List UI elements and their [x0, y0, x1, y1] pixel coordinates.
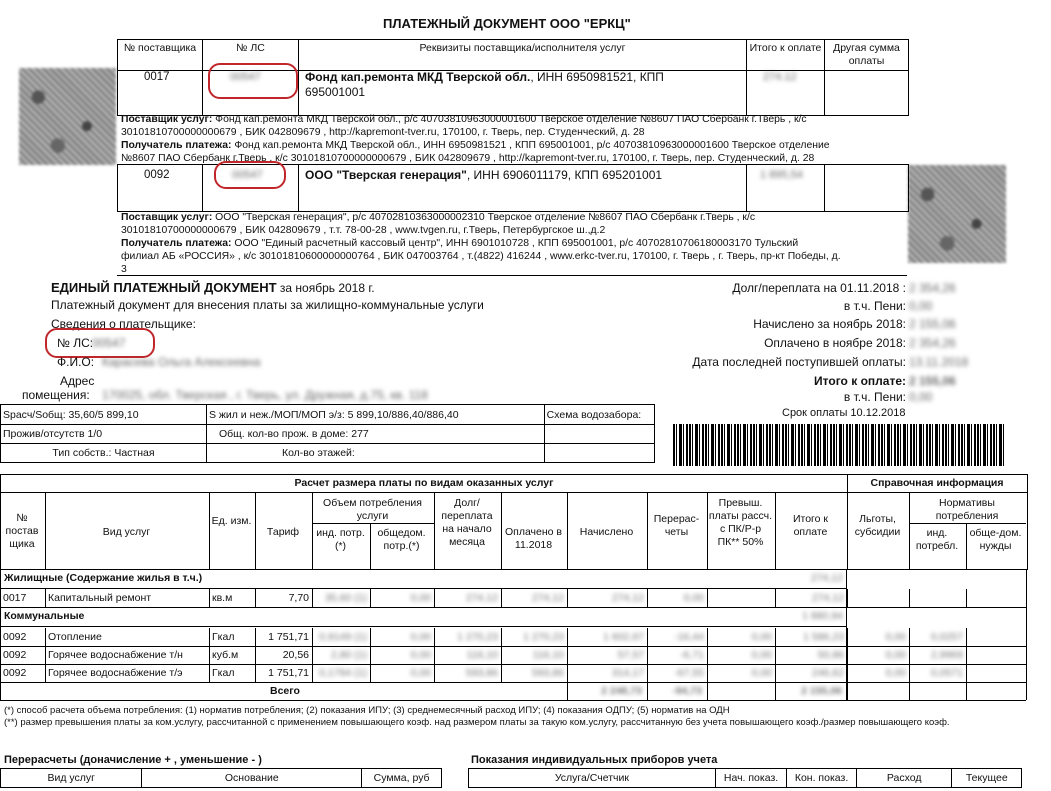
calc-cell-common: 0,00: [410, 631, 431, 643]
grid-line: [255, 628, 256, 646]
grid-line: [45, 492, 46, 569]
group-housing-total: 274,12: [810, 572, 843, 584]
water-cell: Схема водозабора:: [544, 405, 654, 425]
grid-line: [707, 628, 708, 646]
grid-line: [45, 589, 46, 607]
paid-value: 2 354,26: [909, 336, 956, 350]
calc-cell-paid: 1 270,23: [523, 631, 564, 643]
address-value: 170025, обл. Тверская , г. Тверь, ул. Дружная, д.75, кв. 118: [102, 388, 428, 402]
col-supplier-no: № постав щика: [5, 512, 39, 550]
total-charged: 2 248,73: [601, 685, 642, 697]
grid-line: [45, 664, 46, 682]
supplier-name: ООО "Тверская генерация", ИНН 6906011179, КПП 695201001: [305, 168, 663, 182]
meters-col-current: Текущее: [952, 769, 1022, 788]
grid-line: [567, 492, 568, 569]
grid-line: [0, 588, 846, 589]
grid-line: [434, 646, 435, 664]
calc-cell-exceed: 0,00: [751, 631, 772, 643]
grid-line: [775, 628, 776, 646]
calc-cell-tariff: 7,70: [288, 592, 309, 604]
grid-line: [966, 682, 967, 700]
supplier-total: 1 895,54: [760, 169, 803, 181]
grid-line: [501, 628, 502, 646]
recalc-title: Перерасчеты (доначисление + , уменьшение - ): [4, 754, 262, 766]
col-service: Вид услуг: [102, 526, 151, 538]
qr-code-icon: [19, 68, 116, 165]
grid-line: [775, 664, 776, 682]
grid-line: [255, 664, 256, 682]
provider-details-line: 30101810700000000679 , БИК 042809679 , http://kapremont-tver.ru, 170100, г. Тверь, пер. Студенческий, д. 28: [121, 127, 645, 138]
grid-line: [209, 628, 210, 646]
ownership-cell: Тип собств.: Частная: [1, 444, 207, 463]
grid-line: [846, 570, 847, 700]
highlight-circle: [45, 328, 155, 358]
grid-line: [847, 589, 848, 607]
debt-label: Долг/переплата на 01.11.2018 :: [732, 281, 906, 295]
calc-cell-tariff: 1 751,71: [268, 667, 309, 679]
calc-cell-common: 0,00: [410, 649, 431, 661]
supplier-no: 0092: [144, 169, 170, 181]
grid-line: [1026, 570, 1027, 700]
highlight-circle: [214, 161, 286, 189]
supplier-name: Фонд кап.ремонта МКД Тверской обл., ИНН 6950981521, КПП: [305, 70, 664, 84]
calc-cell-exceed: 0,00: [751, 649, 772, 661]
col-charged: Начислено: [579, 526, 634, 538]
calc-cell-benefit: 0,00: [885, 649, 906, 661]
property-info-table: [0, 404, 655, 463]
grid-line: [909, 682, 910, 700]
grid-line: [775, 646, 776, 664]
grid-line: [909, 664, 910, 682]
calc-cell-total: 274,12: [811, 592, 844, 604]
calc-cell-tariff: 20,56: [282, 649, 309, 661]
total-sum: 2 155,06: [801, 685, 842, 697]
col-recalc: Перерас- четы: [653, 513, 700, 538]
penalty-value: 0,00: [909, 390, 933, 404]
grid-line: [966, 589, 967, 607]
calc-cell-debt: 116,10: [466, 649, 498, 661]
area-cell: Sрасч/Sобщ: 35,60/5 899,10: [1, 405, 207, 425]
col-total: Итого к оплате: [749, 42, 822, 54]
calc-cell-common: 0,00: [410, 592, 431, 604]
calc-cell-common: 0,00: [410, 667, 431, 679]
ls-value: 00547: [92, 336, 126, 350]
grid-line: [847, 492, 848, 569]
col-paid: Оплачено в 11.2018: [504, 526, 563, 551]
document-title: ПЛАТЕЖНЫЙ ДОКУМЕНТ ООО "ЕРКЦ": [383, 16, 631, 31]
grid-line: [567, 646, 568, 664]
grid-line: [45, 628, 46, 646]
calc-cell-tariff: 1 751,71: [268, 631, 309, 643]
grid-line: [647, 492, 648, 569]
calc-header: [0, 474, 1028, 493]
unified-subtitle: Платежный документ для внесения платы за жилищно-коммунальные услуги: [51, 298, 484, 312]
calc-cell-norm_ind: 2,9969: [930, 649, 963, 661]
grid-line: [647, 664, 648, 682]
calc-cell-ind: 35,60 (1): [324, 592, 367, 604]
calc-cell-charged: 1 602,67: [603, 631, 644, 643]
payee-details: Получатель платежа: ООО "Единый расчетный кассовый центр", ИНН 6901010728 , КПП 695001001, р/с 40702810706180003170 Тульский: [121, 238, 799, 249]
footnote: (*) способ расчета объема потребления: (1) норматив потребления; (2) показания ИПУ; (3) среднемесячный расход ИПУ; (4) показания ОДПУ; (5) норматив на ОДН: [4, 705, 730, 716]
grid-line: [501, 664, 502, 682]
grid-line: [847, 646, 848, 664]
divider: [117, 275, 907, 276]
grid-line: [312, 664, 313, 682]
grid-line: [255, 492, 256, 569]
grid-line: [312, 646, 313, 664]
calc-cell-no: 0017: [3, 592, 27, 604]
meters-col-end: Кон. показ.: [787, 769, 857, 788]
meters-col-start: Нач. показ.: [715, 769, 787, 788]
grid-line: [255, 589, 256, 607]
col-benefits: Льготы, субсидии: [854, 513, 901, 538]
grid-line: [255, 646, 256, 664]
s-cell: S жил и неж./МОП/МОП э/з: 5 899,10/886,40/886,40: [206, 405, 544, 425]
account-number: 00547: [232, 169, 263, 181]
recalc-col-service: Вид услуг: [1, 769, 142, 788]
grid-line: [909, 492, 910, 569]
grid-line: [909, 523, 1026, 524]
grid-line: [0, 607, 1026, 608]
grid-line: [312, 628, 313, 646]
calc-cell-total: 1 586,23: [803, 631, 844, 643]
calc-cell-unit: Гкал: [212, 631, 235, 643]
grid-line: [966, 628, 967, 646]
grid-line: [501, 492, 502, 569]
calc-cell-charged: 57,57: [617, 649, 644, 661]
floors-cell: Кол-во этажей:: [206, 444, 544, 463]
calc-cell-paid: 116,10: [532, 649, 564, 661]
due-date: Срок оплаты 10.12.2018: [782, 407, 906, 419]
grid-line: [847, 682, 848, 700]
grid-line: [567, 589, 568, 607]
calc-cell-service: Горячее водоснабжение т/н: [48, 649, 183, 661]
highlight-circle: [208, 63, 298, 99]
grid-line: [434, 628, 435, 646]
recalc-table: [0, 768, 442, 788]
calc-cell-unit: кв.м: [212, 592, 233, 604]
charged-value: 2 155,06: [909, 317, 956, 331]
paid-label: Оплачено в ноябре 2018:: [764, 336, 906, 350]
grid-line: [966, 646, 967, 664]
grid-line: [567, 682, 568, 700]
provider-details: Поставщик услуг: Фонд кап.ремонта МКД Тверской обл., р/с 40703810963000001600 Тверское отделение №8607 ПАО Сбербанк г.Тверь , к/с: [121, 114, 807, 125]
debt-value: 2 354,26: [909, 281, 956, 295]
fio-label: Ф.И.О:: [57, 355, 95, 369]
grid-line: [775, 492, 776, 569]
calc-cell-total: 246,62: [811, 667, 844, 679]
payee-details-line: 3: [121, 264, 127, 275]
group-communal-total: 1 880,94: [802, 610, 843, 622]
grid-line: [0, 700, 1026, 701]
address-label: помещения:: [22, 388, 90, 402]
grid-line: [209, 492, 210, 569]
calc-cell-debt: 274,12: [465, 592, 498, 604]
group-communal: Коммунальные: [4, 610, 85, 622]
grid-line: [434, 664, 435, 682]
grid-line: [312, 492, 313, 569]
col-vol-common: общедом. потр.(*): [377, 527, 426, 552]
total-label: Итого к оплате:: [814, 374, 906, 388]
col-debt: Долг/ переплата на начало месяца: [441, 497, 493, 548]
col-norms: Нормативы потребления: [935, 497, 999, 522]
grid-line: [707, 492, 708, 569]
grid-line: [775, 682, 776, 700]
grid-line: [370, 646, 371, 664]
grid-line: [647, 682, 648, 700]
col-tariff: Тариф: [266, 526, 300, 538]
qr-code-icon: [908, 165, 1006, 263]
total-recalc: -94,73: [672, 685, 702, 697]
calc-cell-service: Капитальный ремонт: [48, 592, 152, 604]
grid-line: [775, 589, 776, 607]
payee-details-line: филиал АБ «РОССИЯ» , к/с 30101810600000000764 , БИК 047003764 , т.(4822) 416244 , www.erkc-tver.ru, 170100, г. Тверь , г. Тверь, пр-кт Победы, д.: [121, 251, 841, 262]
account-number: 00547: [230, 71, 261, 83]
calc-cell-total: 50,86: [817, 649, 844, 661]
grid-line: [707, 682, 708, 700]
total-value: 2 155,06: [909, 374, 956, 388]
grid-line: [370, 589, 371, 607]
calc-cell-charged: 274,12: [611, 592, 644, 604]
col-details: Реквизиты поставщика/исполнителя услуг: [419, 42, 626, 54]
grid-line: [209, 664, 210, 682]
group-housing: Жилищные (Содержание жилья в т.ч.): [4, 572, 203, 584]
supplier-kpp: 695001001: [305, 85, 366, 99]
grid-line: [707, 646, 708, 664]
col-volume: Объем потребления услуги: [323, 497, 422, 522]
calc-cell-recalc: -67,55: [674, 667, 704, 679]
grid-line: [501, 646, 502, 664]
fio-value: Карасева Ольга Алексеевна: [102, 355, 261, 369]
calc-cell-norm_ind: 0,0257: [930, 631, 963, 643]
grid-line: [909, 589, 910, 607]
charged-label: Начислено за ноябрь 2018:: [753, 317, 906, 331]
provider-details-line: 30101810700000000679 , БИК 042809679 , т.т. 78-00-28 , www.tvgen.ru, г.Тверь, Петербургское ш.,д.2: [121, 225, 606, 236]
ref-title: Справочная информация: [870, 477, 1004, 489]
payer-info-label: Сведения о плательщике:: [51, 317, 196, 331]
penalty-value: 0,00: [909, 299, 933, 313]
barcode-icon: [673, 424, 1005, 466]
grid-line: [209, 646, 210, 664]
recalc-col-sum: Сумма, руб: [362, 769, 442, 788]
col-exceed: Превыш. платы рассч. с ПК/Р-р ПК** 50%: [708, 497, 773, 548]
payee-details-line: №8607 ПАО Сбербанк г.Тверь , к/с 30101810700000000679 , БИК 042809679 , http://kapremont-tver.ru, 170100, г. Тверь, пер. Студенческий, д. 28: [121, 153, 815, 164]
provider-details: Поставщик услуг: ООО "Тверская генерация", р/с 40702810363000002310 Тверское отделение №8607 ПАО Сбербанк г.Тверь , к/с: [121, 212, 756, 223]
grid-line: [647, 628, 648, 646]
col-norm-common: обще-дом. нужды: [969, 527, 1022, 552]
grid-line: [909, 628, 910, 646]
ls-label: № ЛС:: [57, 336, 94, 350]
calc-cell-unit: куб.м: [212, 649, 239, 661]
calc-cell-benefit: 0,00: [885, 667, 906, 679]
grid-line: [209, 589, 210, 607]
col-ls: № ЛС: [236, 42, 265, 54]
grid-line: [847, 664, 848, 682]
col-vol-ind: инд. потр.(*): [316, 527, 365, 552]
grid-line: [312, 589, 313, 607]
calc-cell-ind: 2,80 (1): [330, 649, 367, 661]
calc-cell-paid: 593,86: [531, 667, 564, 679]
calc-cell-service: Отопление: [48, 631, 102, 643]
calc-cell-debt: 593,86: [465, 667, 498, 679]
calc-title: Расчет размера платы по видам оказанных услуг: [294, 477, 554, 489]
last-payment-value: 13.11.2018: [909, 355, 969, 369]
residents-cell: Прожив/отсутств 1/0: [1, 425, 207, 444]
calc-cell-recalc: 0,00: [683, 592, 704, 604]
calc-cell-exceed: 0,00: [751, 667, 772, 679]
grid-line: [707, 664, 708, 682]
calc-cell-norm_ind: 0,0571: [930, 667, 963, 679]
calc-cell-unit: Гкал: [212, 667, 235, 679]
total-row-label: Всего: [270, 685, 300, 697]
col-other-sum: Другая сумма оплаты: [833, 42, 900, 67]
meters-col-use: Расход: [856, 769, 952, 788]
grid-line: [45, 646, 46, 664]
grid-line: [707, 589, 708, 607]
meters-title: Показания индивидуальных приборов учета: [471, 754, 718, 766]
unified-title: ЕДИНЫЙ ПЛАТЕЖНЫЙ ДОКУМЕНТ за ноябрь 2018 г.: [51, 280, 375, 295]
meters-table: [468, 768, 1022, 788]
grid-line: [647, 646, 648, 664]
grid-line: [370, 524, 371, 569]
grid-line: [434, 492, 435, 569]
grid-line: [0, 682, 1026, 683]
penalty-label: в т.ч. Пени:: [843, 390, 906, 404]
grid-line: [501, 589, 502, 607]
grid-line: [847, 628, 848, 646]
col-supplier-no: № поставщика: [123, 42, 197, 54]
total-residents-cell: Общ. кол-во прож. в доме: 277: [206, 425, 544, 444]
grid-line: [909, 646, 910, 664]
supplier-total: 274.12: [763, 71, 797, 83]
col-norm-ind: инд. потребл.: [915, 527, 959, 552]
grid-line: [567, 664, 568, 682]
grid-line: [966, 524, 967, 569]
calc-cell-no: 0092: [3, 649, 27, 661]
grid-line: [434, 589, 435, 607]
supplier-no: 0017: [144, 71, 170, 83]
col-total: Итого к оплате: [792, 513, 829, 538]
calc-cell-charged: 314,17: [611, 667, 644, 679]
calc-cell-recalc: -16,44: [674, 631, 704, 643]
calc-cell-ind: 0,9149 (1): [319, 631, 367, 643]
grid-line: [0, 570, 1, 700]
col-unit: Ед. изм.: [211, 515, 252, 527]
calc-cell-paid: 274,12: [531, 592, 564, 604]
calc-cell-service: Горячее водоснабжение т/э: [48, 667, 183, 679]
grid-line: [312, 523, 434, 524]
grid-line: [966, 664, 967, 682]
grid-line: [370, 664, 371, 682]
grid-line: [647, 589, 648, 607]
footnote: (**) размер превышения платы за ком.услугу, рассчитанной с применением повышающего коэф. над размером платы за такую ком.услугу, рассчитанную без учета повышающего коэф./размер повышающего коэф.: [4, 717, 950, 728]
grid-line: [370, 628, 371, 646]
calc-cell-benefit: 0,00: [885, 631, 906, 643]
calc-cell-debt: 1 270,23: [457, 631, 498, 643]
calc-cell-ind: 0,1794 (1): [319, 667, 367, 679]
calc-cell-no: 0092: [3, 667, 27, 679]
recalc-col-basis: Основание: [142, 769, 362, 788]
payee-details: Получатель платежа: Фонд кап.ремонта МКД Тверской обл., ИНН 6950981521 , КПП 695001001, р/с 40703810963000001600 Тверское отделение: [121, 140, 830, 151]
meters-col-service: Услуга/Счетчик: [469, 769, 716, 788]
penalty-label: в т.ч. Пени:: [843, 299, 906, 313]
grid-line: [0, 626, 846, 627]
calc-cell-recalc: -6,71: [680, 649, 704, 661]
grid-line: [567, 628, 568, 646]
last-payment-label: Дата последней поступившей оплаты:: [692, 355, 906, 369]
calc-cell-no: 0092: [3, 631, 27, 643]
grid-line: [0, 664, 1026, 665]
grid-line: [0, 646, 1026, 647]
address-label: Адрес: [60, 374, 95, 388]
